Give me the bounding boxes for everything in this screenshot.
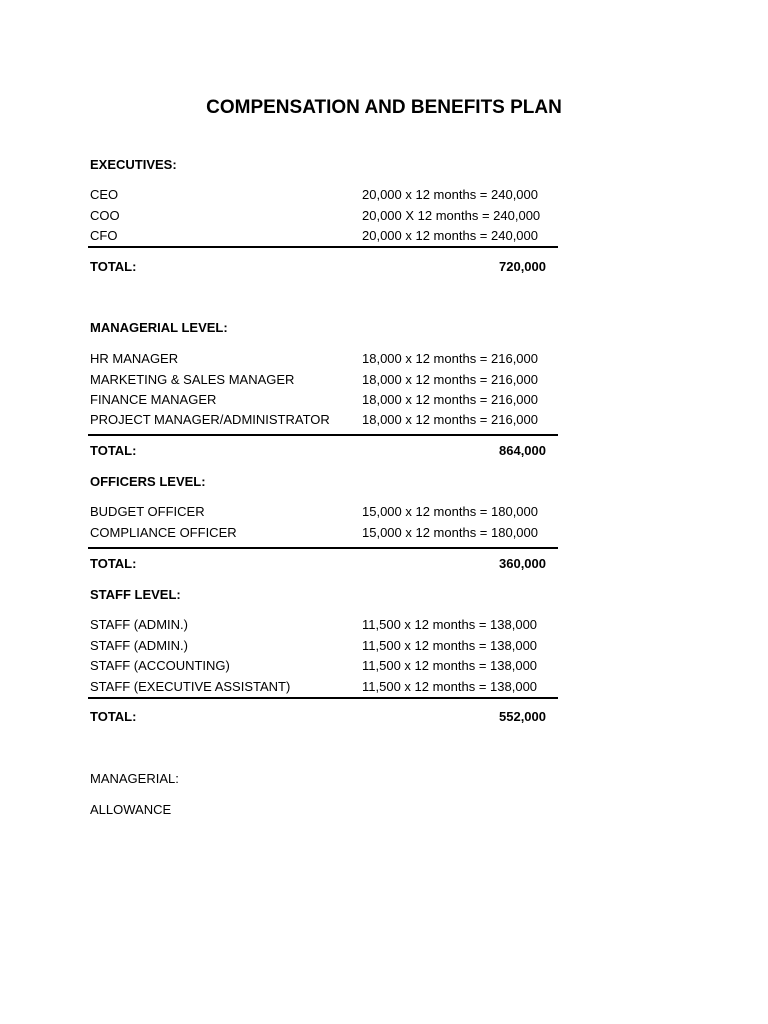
position-label: HR MANAGER <box>90 351 179 366</box>
managerial-section-label: MANAGERIAL: <box>90 771 179 786</box>
total-label: TOTAL: <box>90 709 137 724</box>
position-label: PROJECT MANAGER/ADMINISTRATOR <box>90 412 330 427</box>
total-value: 552,000 <box>499 709 546 724</box>
table-row <box>90 678 546 696</box>
executives-heading: EXECUTIVES: <box>90 157 177 172</box>
total-value: 720,000 <box>499 259 546 274</box>
allowance-label: ALLOWANCE <box>90 802 172 817</box>
divider <box>88 547 558 549</box>
table-row <box>90 207 546 225</box>
position-label: COMPLIANCE OFFICER <box>90 525 237 540</box>
position-label: CEO <box>90 187 119 202</box>
total-label: TOTAL: <box>90 443 137 458</box>
table-row <box>90 524 546 542</box>
total-label: TOTAL: <box>90 259 137 274</box>
total-row <box>90 442 546 460</box>
total-value: 864,000 <box>499 443 546 458</box>
table-row <box>90 371 546 389</box>
salary-calculation: 20,000 X 12 months = 240,000 <box>362 208 541 223</box>
salary-calculation: 15,000 x 12 months = 180,000 <box>362 525 538 540</box>
total-row <box>90 555 546 573</box>
page-title: COMPENSATION AND BENEFITS PLAN <box>206 97 562 118</box>
salary-calculation: 20,000 x 12 months = 240,000 <box>362 228 538 243</box>
table-row <box>90 227 546 245</box>
salary-calculation: 11,500 x 12 months = 138,000 <box>362 679 538 694</box>
position-label: COO <box>90 208 120 223</box>
position-label: STAFF (ADMIN.) <box>90 638 188 653</box>
position-label: STAFF (ADMIN.) <box>90 617 188 632</box>
salary-calculation: 18,000 x 12 months = 216,000 <box>362 392 538 407</box>
total-row <box>90 708 546 726</box>
salary-calculation: 18,000 x 12 months = 216,000 <box>362 372 538 387</box>
position-label: STAFF (ACCOUNTING) <box>90 658 230 673</box>
divider <box>88 697 558 699</box>
table-row <box>90 503 546 521</box>
salary-calculation: 11,500 x 12 months = 138,000 <box>362 617 538 632</box>
table-row <box>90 616 546 634</box>
total-row <box>90 258 546 276</box>
position-label: CFO <box>90 228 118 243</box>
position-label: MARKETING & SALES MANAGER <box>90 372 295 387</box>
position-label: BUDGET OFFICER <box>90 504 205 519</box>
table-row <box>90 411 546 429</box>
total-value: 360,000 <box>499 556 546 571</box>
divider <box>88 246 558 248</box>
table-row <box>90 637 546 655</box>
salary-calculation: 11,500 x 12 months = 138,000 <box>362 658 538 673</box>
table-row <box>90 350 546 368</box>
table-row <box>90 657 546 675</box>
table-row <box>90 186 546 204</box>
managerial-heading: MANAGERIAL LEVEL: <box>90 320 228 335</box>
salary-calculation: 20,000 x 12 months = 240,000 <box>362 187 538 202</box>
officers-heading: OFFICERS LEVEL: <box>90 474 206 489</box>
position-label: FINANCE MANAGER <box>90 392 217 407</box>
salary-calculation: 11,500 x 12 months = 138,000 <box>362 638 538 653</box>
total-label: TOTAL: <box>90 556 137 571</box>
salary-calculation: 18,000 x 12 months = 216,000 <box>362 412 538 427</box>
divider <box>88 434 558 436</box>
position-label: STAFF (EXECUTIVE ASSISTANT) <box>90 679 291 694</box>
salary-calculation: 18,000 x 12 months = 216,000 <box>362 351 538 366</box>
table-row <box>90 391 546 409</box>
staff-heading: STAFF LEVEL: <box>90 587 181 602</box>
salary-calculation: 15,000 x 12 months = 180,000 <box>362 504 538 519</box>
